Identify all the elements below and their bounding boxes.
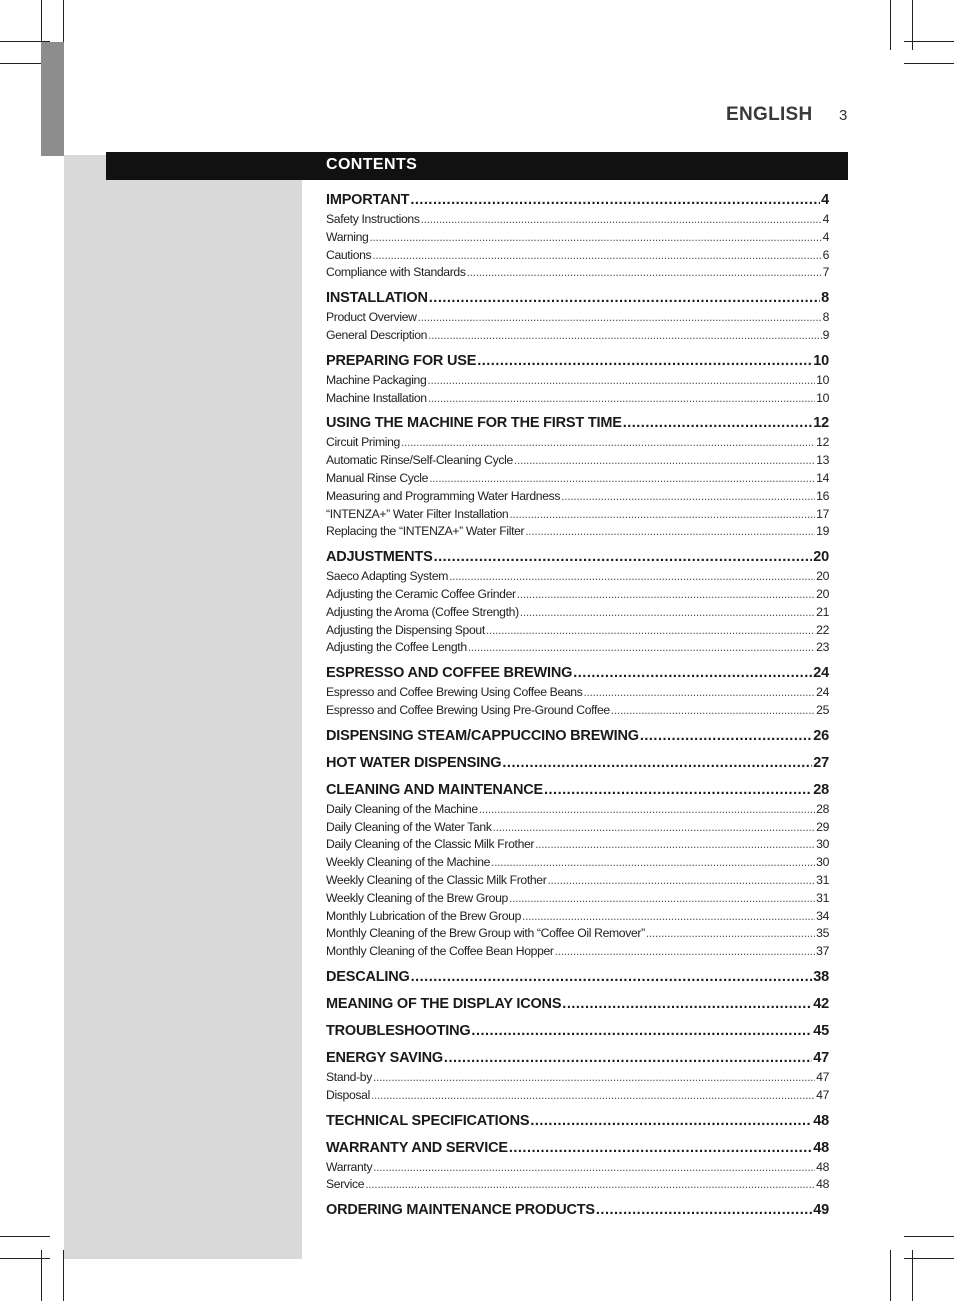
dot-leader — [471, 1020, 812, 1042]
toc-section — [326, 1199, 829, 1221]
toc-sub-entry[interactable] — [326, 925, 829, 943]
toc-sub-page: 29 — [816, 819, 829, 834]
toc-sub-title: Stand-by — [326, 1069, 372, 1084]
toc-section — [326, 189, 829, 282]
toc-sub-entry[interactable] — [326, 488, 829, 506]
toc-main-title: CLEANING AND MAINTENANCE — [326, 781, 543, 798]
toc-sub-title: Monthly Lubrication of the Brew Group — [326, 908, 522, 923]
toc-sub-title: Compliance with Standards — [326, 265, 466, 280]
toc-sub-page: 47 — [816, 1087, 829, 1102]
toc-sub-entry[interactable] — [326, 568, 829, 586]
dot-leader — [640, 725, 812, 747]
dot-leader — [429, 287, 820, 309]
toc-main-title: ORDERING MAINTENANCE PRODUCTS — [326, 1202, 595, 1219]
dot-leader — [449, 568, 815, 586]
dot-leader — [596, 1199, 812, 1221]
toc-main-entry[interactable] — [326, 1020, 829, 1042]
toc-sub-entry[interactable] — [326, 586, 829, 604]
toc-sub-page: 22 — [816, 622, 829, 637]
toc-sub-page: 30 — [816, 855, 829, 870]
toc-sub-title: Warning — [326, 229, 369, 244]
toc-main-page: 10 — [813, 352, 829, 369]
dot-leader — [421, 211, 822, 229]
dot-leader — [517, 586, 815, 604]
toc-sub-page: 23 — [816, 640, 829, 655]
toc-sub-title: “INTENZA+” Water Filter Installation — [326, 506, 509, 521]
toc-sub-title: Daily Cleaning of the Machine — [326, 801, 478, 816]
toc-sub-title: Weekly Cleaning of the Machine — [326, 855, 491, 870]
toc-section — [326, 1047, 829, 1105]
toc-sub-title: Monthly Cleaning of the Brew Group with “Coffee Oil Remover” — [326, 926, 645, 941]
dot-leader — [371, 1087, 815, 1105]
toc-sub-page: 28 — [816, 801, 829, 816]
toc-main-title: MEANING OF THE DISPLAY ICONS — [326, 995, 562, 1012]
dot-leader — [555, 943, 816, 961]
toc-sub-title: Adjusting the Coffee Length — [326, 640, 467, 655]
toc-main-title: PREPARING FOR USE — [326, 352, 477, 369]
dot-leader — [428, 327, 822, 345]
toc-sub-title: Manual Rinse Cycle — [326, 470, 429, 485]
toc-sub-entry[interactable] — [326, 890, 829, 908]
dot-leader — [562, 993, 812, 1015]
dot-leader — [530, 1110, 812, 1132]
toc-section — [326, 546, 829, 657]
language-label: ENGLISH — [726, 104, 813, 125]
dot-leader — [514, 452, 815, 470]
toc-sub-title: Machine Installation — [326, 390, 427, 405]
dot-leader — [547, 872, 815, 890]
toc-sub-entry[interactable] — [326, 1069, 829, 1087]
toc-sub-title: Safety Instructions — [326, 212, 420, 226]
toc-sub-page: 35 — [816, 926, 829, 941]
toc-section — [326, 1110, 829, 1132]
toc-sub-page: 6 — [822, 247, 829, 262]
toc-sub-entry[interactable] — [326, 309, 829, 327]
toc-sub-title: Warranty — [326, 1159, 373, 1174]
toc-main-entry[interactable] — [326, 350, 829, 372]
toc-main-page: 4 — [821, 192, 829, 208]
toc-main-title: TROUBLESHOOTING — [326, 1022, 471, 1039]
toc-main-entry[interactable] — [326, 725, 829, 747]
toc-sub-title: Machine Packaging — [326, 372, 427, 387]
dot-leader — [486, 622, 815, 640]
toc-section — [326, 412, 829, 541]
dot-leader — [573, 662, 812, 684]
toc-sub-title: Disposal — [326, 1087, 370, 1102]
toc-main-title: IMPORTANT — [326, 192, 410, 208]
dot-leader — [522, 908, 815, 926]
dot-leader — [373, 1069, 815, 1087]
toc-main-entry[interactable] — [326, 779, 829, 801]
dot-leader — [444, 1047, 812, 1069]
toc-sub-entry[interactable] — [326, 229, 829, 247]
toc-section — [326, 350, 829, 408]
dot-leader — [544, 779, 812, 801]
toc-sub-page: 47 — [816, 1069, 829, 1084]
toc-sub-title: Service — [326, 1177, 365, 1192]
toc-sub-title: Monthly Cleaning of the Coffee Bean Hopper — [326, 944, 554, 959]
toc-main-page: 48 — [813, 1139, 829, 1156]
toc-main-title: TECHNICAL SPECIFICATIONS — [326, 1112, 530, 1129]
toc-main-entry[interactable] — [326, 966, 829, 988]
toc-sub-entry[interactable] — [326, 211, 829, 229]
toc-sub-page: 9 — [822, 327, 829, 342]
toc-sub-page: 10 — [816, 372, 829, 387]
dot-leader — [583, 684, 815, 702]
toc-sub-title: Product Overview — [326, 310, 417, 325]
toc-sub-title: Circuit Priming — [326, 435, 400, 450]
dot-leader — [418, 309, 822, 327]
toc-main-entry[interactable] — [326, 993, 829, 1015]
dot-leader — [491, 854, 815, 872]
toc-section — [326, 662, 829, 720]
dot-leader — [502, 752, 812, 774]
toc-sub-entry[interactable] — [326, 836, 829, 854]
toc-sub-title: Espresso and Coffee Brewing Using Pre-Ground Coffee — [326, 702, 610, 717]
toc-sub-page: 4 — [822, 229, 829, 244]
toc-section — [326, 966, 829, 988]
toc-sub-title: General Description — [326, 327, 428, 342]
toc-sub-entry[interactable] — [326, 452, 829, 470]
toc-sub-page: 48 — [816, 1177, 829, 1192]
toc-sub-page: 19 — [816, 524, 829, 539]
contents-title: CONTENTS — [326, 156, 418, 173]
toc-main-page: 12 — [813, 415, 829, 432]
toc-main-entry[interactable] — [326, 752, 829, 774]
toc-sub-entry[interactable] — [326, 622, 829, 640]
toc-section — [326, 993, 829, 1015]
toc-sub-page: 25 — [816, 702, 829, 717]
toc-sub-title: Espresso and Coffee Brewing Using Coffee Beans — [326, 685, 583, 700]
toc-main-page: 48 — [813, 1112, 829, 1129]
toc-main-entry[interactable] — [326, 1110, 829, 1132]
toc-main-entry[interactable] — [326, 1199, 829, 1221]
toc-main-page: 42 — [813, 995, 829, 1012]
toc-sub-entry[interactable] — [326, 434, 829, 452]
toc-sub-entry[interactable] — [326, 247, 829, 265]
toc-sub-page: 7 — [822, 265, 829, 280]
toc-sub-page: 14 — [816, 470, 829, 485]
toc-sub-page: 34 — [816, 908, 829, 923]
toc-section — [326, 287, 829, 345]
toc-sub-title: Replacing the “INTENZA+” Water Filter — [326, 524, 525, 539]
section-thumb-tab — [41, 42, 64, 156]
toc-sub-entry[interactable] — [326, 1159, 829, 1177]
toc-sub-page: 4 — [822, 212, 829, 226]
toc-sub-entry[interactable] — [326, 523, 829, 541]
dot-leader — [468, 639, 815, 657]
contents-header-bar — [106, 152, 848, 180]
toc-main-title: INSTALLATION — [326, 290, 428, 307]
dot-leader — [410, 189, 820, 211]
toc-main-title: ESPRESSO AND COFFEE BREWING — [326, 665, 573, 682]
dot-leader — [611, 702, 815, 720]
dot-leader — [535, 836, 815, 854]
toc-sub-page: 16 — [816, 488, 829, 503]
dot-leader — [434, 546, 813, 568]
toc-sub-entry[interactable] — [326, 604, 829, 622]
sidebar-panel — [64, 155, 302, 1259]
dot-leader — [561, 488, 815, 506]
dot-leader — [467, 264, 822, 282]
dot-leader — [509, 890, 815, 908]
toc-sub-title: Daily Cleaning of the Classic Milk Frother — [326, 837, 535, 852]
dot-leader — [493, 819, 816, 837]
toc-sub-page: 17 — [816, 506, 829, 521]
toc-main-title: DESCALING — [326, 968, 410, 985]
toc-sub-page: 20 — [816, 586, 829, 601]
toc-main-title: DISPENSING STEAM/CAPPUCCINO BREWING — [326, 727, 639, 744]
toc-sub-entry[interactable] — [326, 801, 829, 819]
toc-sub-entry[interactable] — [326, 908, 829, 926]
toc-sub-page: 37 — [816, 944, 829, 959]
toc-main-title: WARRANTY AND SERVICE — [326, 1139, 508, 1156]
toc-sub-title: Cautions — [326, 247, 372, 262]
toc-main-page: 28 — [813, 781, 829, 798]
toc-sub-entry[interactable] — [326, 684, 829, 702]
toc-sub-page: 30 — [816, 837, 829, 852]
toc-sub-entry[interactable] — [326, 1176, 829, 1194]
toc-sub-page: 8 — [822, 310, 829, 325]
dot-leader — [428, 390, 815, 408]
toc-main-page: 26 — [813, 727, 829, 744]
toc-main-page: 27 — [813, 754, 829, 771]
toc-section — [326, 779, 829, 961]
dot-leader — [369, 229, 821, 247]
dot-leader — [372, 247, 821, 265]
toc-sub-title: Adjusting the Ceramic Coffee Grinder — [326, 586, 516, 601]
toc-sub-page: 13 — [816, 453, 829, 468]
dot-leader — [479, 801, 815, 819]
toc-sub-page: 12 — [816, 435, 829, 450]
toc-main-entry[interactable] — [326, 546, 829, 568]
dot-leader — [477, 350, 812, 372]
toc-sub-entry[interactable] — [326, 506, 829, 524]
dot-leader — [373, 1159, 815, 1177]
toc-main-title: ADJUSTMENTS — [326, 549, 433, 566]
toc-main-entry[interactable] — [326, 662, 829, 684]
toc-sub-entry[interactable] — [326, 854, 829, 872]
toc-sub-entry[interactable] — [326, 872, 829, 890]
toc-main-page: 49 — [813, 1202, 829, 1219]
toc-main-title: ENERGY SAVING — [326, 1049, 443, 1066]
toc-main-title: HOT WATER DISPENSING — [326, 754, 502, 771]
toc-sub-title: Weekly Cleaning of the Classic Milk Frother — [326, 872, 547, 887]
dot-leader — [509, 506, 815, 524]
toc-sub-title: Daily Cleaning of the Water Tank — [326, 819, 492, 834]
toc-sub-title: Measuring and Programming Water Hardness — [326, 488, 561, 503]
dot-leader — [365, 1176, 815, 1194]
toc-main-page: 38 — [813, 968, 829, 985]
toc-sub-entry[interactable] — [326, 1087, 829, 1105]
toc-sub-entry[interactable] — [326, 264, 829, 282]
toc-sub-entry[interactable] — [326, 327, 829, 345]
dot-leader — [525, 523, 815, 541]
toc-main-entry[interactable] — [326, 412, 829, 434]
toc-sub-title: Automatic Rinse/Self-Cleaning Cycle — [326, 453, 513, 468]
toc-sub-title: Saeco Adapting System — [326, 569, 449, 584]
dot-leader — [411, 966, 813, 988]
table-of-contents — [326, 189, 829, 1226]
dot-leader — [401, 434, 815, 452]
page-number: 3 — [839, 107, 848, 124]
toc-main-title: USING THE MACHINE FOR THE FIRST TIME — [326, 415, 622, 432]
dot-leader — [427, 372, 815, 390]
toc-sub-page: 24 — [816, 685, 829, 700]
toc-main-page: 8 — [821, 290, 829, 307]
toc-section — [326, 1137, 829, 1195]
toc-section — [326, 725, 829, 747]
toc-main-page: 24 — [813, 665, 829, 682]
toc-main-page: 45 — [813, 1022, 829, 1039]
toc-sub-page: 31 — [816, 890, 829, 905]
toc-sub-page: 31 — [816, 872, 829, 887]
toc-sub-entry[interactable] — [326, 372, 829, 390]
toc-sub-page: 20 — [816, 569, 829, 584]
toc-sub-page: 21 — [816, 604, 829, 619]
toc-section — [326, 1020, 829, 1042]
toc-sub-entry[interactable] — [326, 470, 829, 488]
toc-sub-entry[interactable] — [326, 639, 829, 657]
toc-sub-title: Adjusting the Dispensing Spout — [326, 622, 485, 637]
toc-sub-entry[interactable] — [326, 390, 829, 408]
dot-leader — [623, 412, 813, 434]
toc-sub-page: 10 — [816, 390, 829, 405]
toc-sub-title: Weekly Cleaning of the Brew Group — [326, 890, 508, 905]
toc-main-page: 47 — [813, 1049, 829, 1066]
toc-sub-page: 48 — [816, 1159, 829, 1174]
toc-main-entry[interactable] — [326, 189, 829, 211]
dot-leader — [429, 470, 815, 488]
toc-section — [326, 752, 829, 774]
toc-sub-title: Adjusting the Aroma (Coffee Strength) — [326, 604, 519, 619]
toc-main-entry[interactable] — [326, 1137, 829, 1159]
dot-leader — [509, 1137, 812, 1159]
toc-sub-entry[interactable] — [326, 819, 829, 837]
toc-sub-entry[interactable] — [326, 943, 829, 961]
toc-sub-entry[interactable] — [326, 702, 829, 720]
dot-leader — [520, 604, 815, 622]
toc-main-page: 20 — [813, 549, 829, 566]
toc-main-entry[interactable] — [326, 1047, 829, 1069]
dot-leader — [646, 925, 815, 943]
toc-main-entry[interactable] — [326, 287, 829, 309]
